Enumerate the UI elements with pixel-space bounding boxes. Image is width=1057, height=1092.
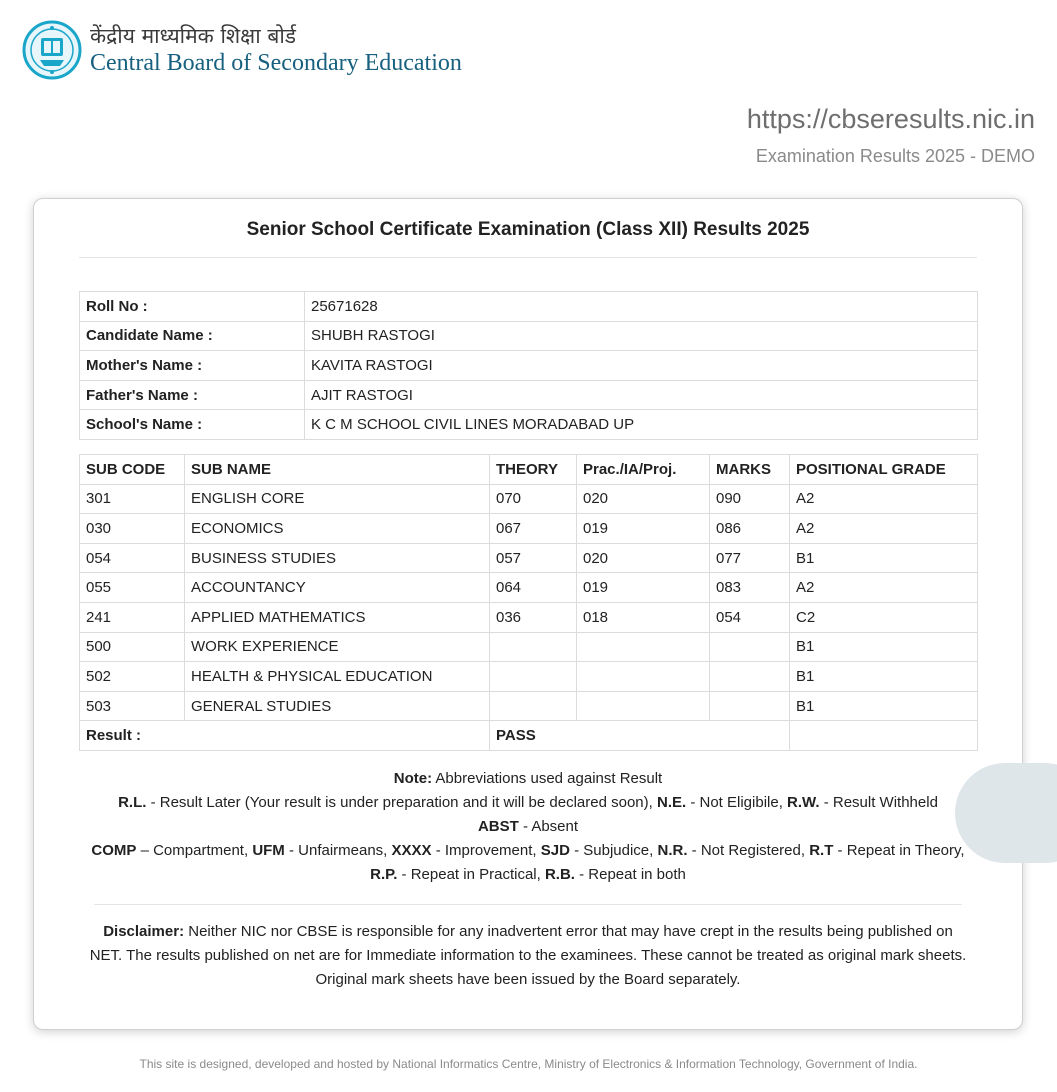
candidate-name-label: Candidate Name :	[80, 321, 305, 351]
practical: 018	[577, 602, 710, 632]
sub-code: 241	[80, 602, 185, 632]
result-label: Result :	[80, 721, 490, 751]
candidate-row-father	[80, 380, 978, 410]
school-name-value: K C M SCHOOL CIVIL LINES MORADABAD UP	[305, 410, 978, 440]
abbr-desc: - Result Later (Your result is under preparation and it will be declared soon),	[146, 794, 657, 811]
grade: A2	[790, 484, 978, 514]
col-theory: THEORY	[490, 455, 577, 485]
abbr-desc: - Improvement,	[431, 842, 541, 859]
results-subtitle: Examination Results 2025 - DEMO	[755, 146, 1035, 166]
note-divider	[94, 904, 962, 905]
abbr: SJD	[540, 842, 570, 859]
theory	[490, 632, 577, 662]
sub-code: 055	[80, 573, 185, 603]
marks	[710, 662, 790, 692]
table-row	[80, 602, 978, 632]
candidate-name-value: SHUBH RASTOGI	[305, 321, 978, 351]
abbr-desc: - Repeat in both	[574, 866, 686, 883]
result-value: PASS	[490, 721, 790, 751]
sub-name: HEALTH & PHYSICAL EDUCATION	[185, 662, 490, 692]
result-empty-cell	[790, 721, 978, 751]
abbr: UFM	[252, 842, 285, 859]
abbr-desc: - Repeat in Theory,	[833, 842, 965, 859]
sub-name: ECONOMICS	[185, 514, 490, 544]
table-row	[80, 514, 978, 544]
abbr: N.R.	[657, 842, 688, 859]
col-marks: MARKS	[710, 455, 790, 485]
abbr-desc: - Not Eligibile,	[686, 794, 788, 811]
mother-name-label: Mother's Name :	[80, 351, 305, 381]
roll-label: Roll No :	[80, 292, 305, 322]
sub-code: 503	[80, 691, 185, 721]
abbr: ABST	[477, 818, 519, 835]
site-url[interactable]: https://cbseresults.nic.in	[746, 104, 1035, 134]
grade: B1	[790, 691, 978, 721]
marks	[710, 691, 790, 721]
practical: 019	[577, 573, 710, 603]
disclaimer	[89, 920, 967, 992]
grade: B1	[790, 662, 978, 692]
abbr: COMP	[91, 842, 137, 859]
note-heading: Note:	[393, 770, 433, 787]
result-row	[80, 721, 978, 751]
marks: 054	[710, 602, 790, 632]
theory	[490, 662, 577, 692]
abbr: R.L.	[118, 794, 147, 811]
abbr: R.T	[809, 842, 834, 859]
sub-code: 301	[80, 484, 185, 514]
candidate-row-name	[80, 321, 978, 351]
theory	[490, 691, 577, 721]
theory: 070	[490, 484, 577, 514]
theory: 067	[490, 514, 577, 544]
sub-name: BUSINESS STUDIES	[185, 543, 490, 573]
sub-code: 030	[80, 514, 185, 544]
mother-name-value: KAVITA RASTOGI	[305, 351, 978, 381]
theory: 064	[490, 573, 577, 603]
board-name-hindi: केंद्रीय माध्यमिक शिक्षा बोर्ड	[90, 24, 297, 48]
candidate-row-roll	[80, 292, 978, 322]
abbr: R.W.	[787, 794, 820, 811]
sub-name: WORK EXPERIENCE	[185, 632, 490, 662]
grade: C2	[790, 602, 978, 632]
abbr-desc: – Compartment,	[136, 842, 253, 859]
col-sub-code: SUB CODE	[80, 455, 185, 485]
marks: 090	[710, 484, 790, 514]
note-heading-text: Abbreviations used against Result	[432, 770, 663, 787]
practical: 020	[577, 484, 710, 514]
father-name-value: AJIT RASTOGI	[305, 380, 978, 410]
board-name-english: Central Board of Secondary Education	[90, 50, 462, 76]
floating-side-handle[interactable]	[955, 763, 1057, 863]
col-grade: POSITIONAL GRADE	[790, 455, 978, 485]
marks-table	[79, 454, 978, 751]
sub-name: GENERAL STUDIES	[185, 691, 490, 721]
marks-header-row	[80, 455, 978, 485]
practical: 020	[577, 543, 710, 573]
table-row	[80, 662, 978, 692]
grade: B1	[790, 543, 978, 573]
title-divider	[79, 257, 977, 258]
practical: 019	[577, 514, 710, 544]
theory: 057	[490, 543, 577, 573]
sub-name: APPLIED MATHEMATICS	[185, 602, 490, 632]
table-row	[80, 632, 978, 662]
sub-name: ENGLISH CORE	[185, 484, 490, 514]
father-name-label: Father's Name :	[80, 380, 305, 410]
candidate-row-school	[80, 410, 978, 440]
school-name-label: School's Name :	[80, 410, 305, 440]
abbr-desc: - Absent	[518, 818, 579, 835]
disclaimer-text: Neither NIC nor CBSE is responsible for any inadvertent error that may have crept in the results being published on NET. The results published on net are for Immediate information to the examinees. These cannot be treated as original mark sheets. Original mark sheets have been issued by the Board separately.	[89, 923, 967, 988]
results-card	[33, 198, 1023, 1030]
abbr: R.B.	[544, 866, 575, 883]
abbr-desc: - Repeat in Practical,	[397, 866, 545, 883]
marks	[710, 632, 790, 662]
grade: A2	[790, 573, 978, 603]
abbr-desc: - Result Withheld	[819, 794, 938, 811]
candidate-info-table	[79, 291, 978, 440]
card-title: Senior School Certificate Examination (Class XII) Results 2025	[246, 219, 810, 240]
practical	[577, 632, 710, 662]
col-practical: Prac./IA/Proj.	[577, 455, 710, 485]
abbr-desc: - Unfairmeans,	[284, 842, 392, 859]
candidate-row-mother	[80, 351, 978, 381]
table-row	[80, 573, 978, 603]
marks: 083	[710, 573, 790, 603]
sub-code: 054	[80, 543, 185, 573]
table-row	[80, 543, 978, 573]
sub-code: 502	[80, 662, 185, 692]
roll-value: 25671628	[305, 292, 978, 322]
footer-credit: This site is designed, developed and hosted by National Informatics Centre, Ministry of Electronics & Information Technology, Government of India.	[139, 1057, 918, 1071]
abbr: R.P.	[370, 866, 398, 883]
disclaimer-label: Disclaimer:	[103, 923, 185, 940]
sub-name: ACCOUNTANCY	[185, 573, 490, 603]
table-row	[80, 691, 978, 721]
theory: 036	[490, 602, 577, 632]
grade: A2	[790, 514, 978, 544]
marks: 086	[710, 514, 790, 544]
abbr-desc: - Not Registered,	[687, 842, 810, 859]
abbreviations-note	[86, 767, 970, 887]
sub-code: 500	[80, 632, 185, 662]
abbr-desc: - Subjudice,	[569, 842, 658, 859]
table-row	[80, 484, 978, 514]
marks: 077	[710, 543, 790, 573]
col-sub-name: SUB NAME	[185, 455, 490, 485]
practical	[577, 662, 710, 692]
abbr: XXXX	[391, 842, 432, 859]
grade: B1	[790, 632, 978, 662]
cbse-emblem-icon	[22, 18, 82, 84]
practical	[577, 691, 710, 721]
abbr: N.E.	[656, 794, 687, 811]
